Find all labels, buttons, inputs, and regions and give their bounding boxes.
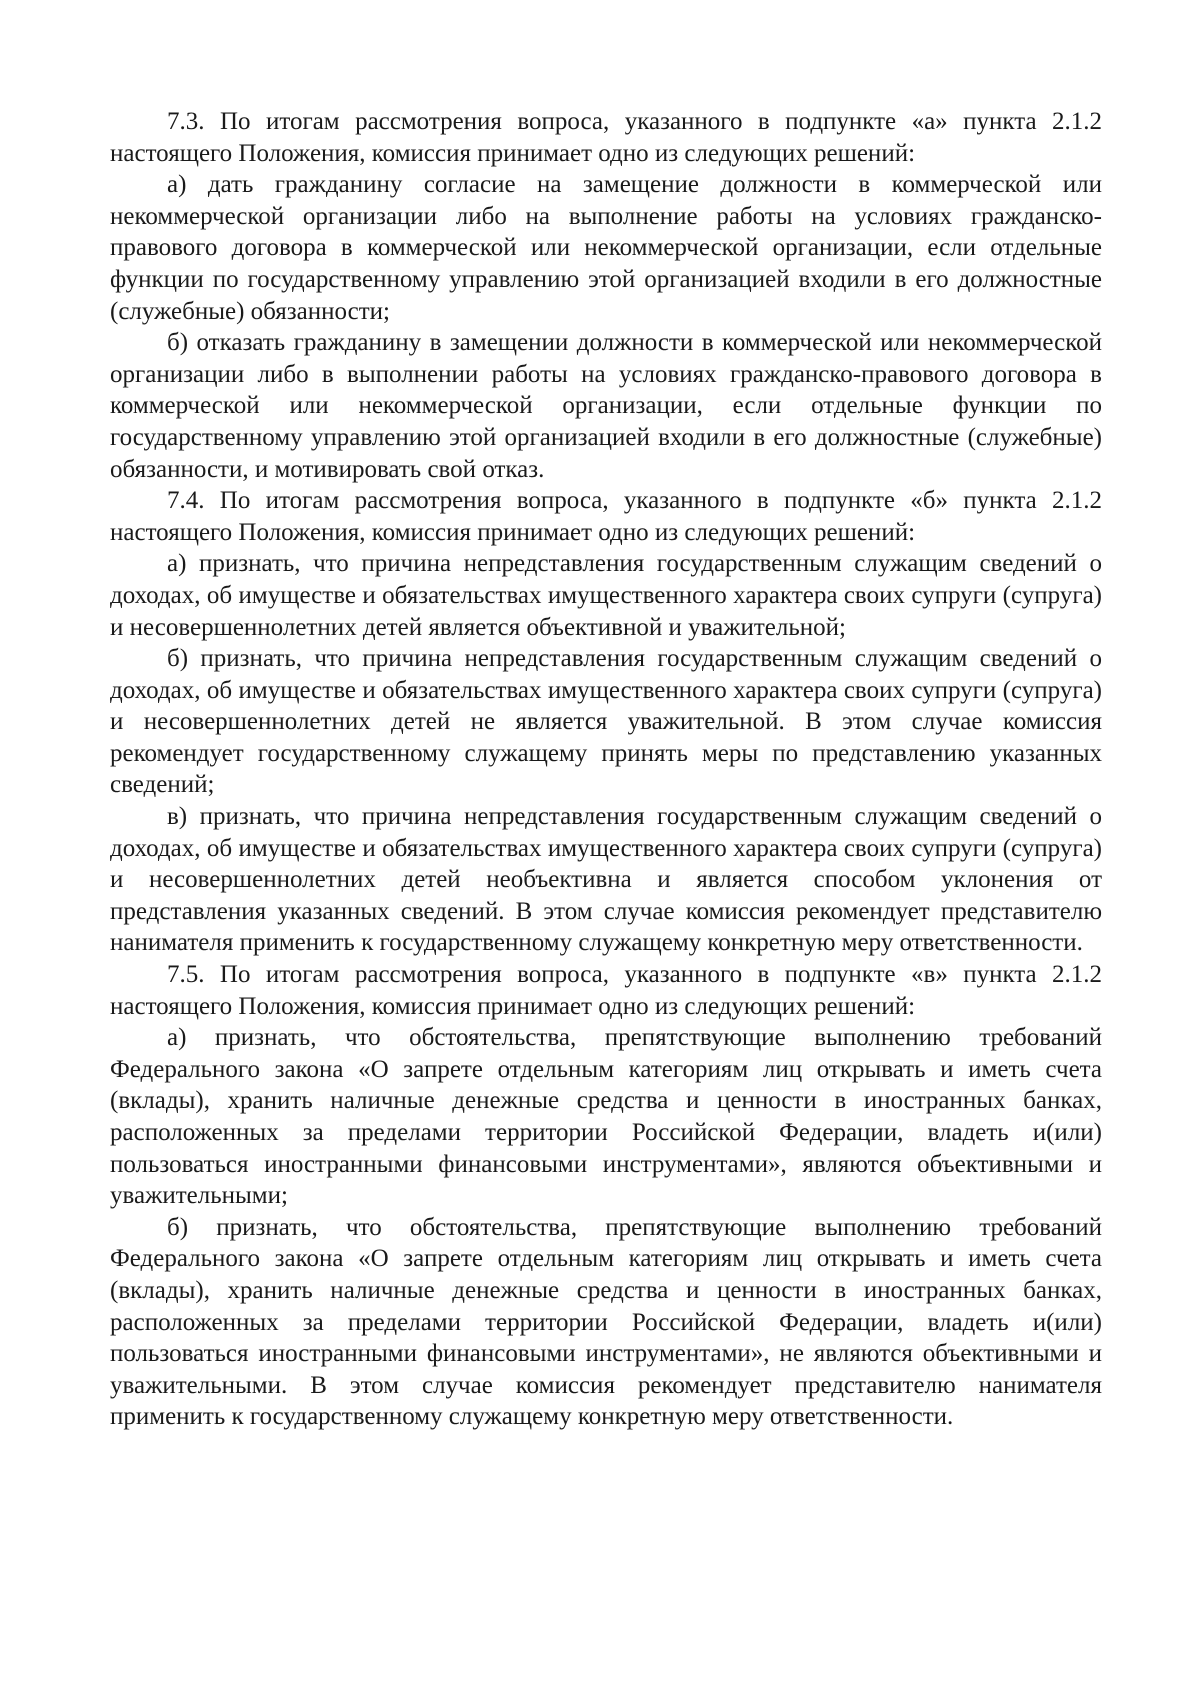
paragraph-7-3-a: а) дать гражданину согласие на замещение должности в коммерческой или некоммерческой организации либо на выполнение работы на условиях гражданско-правового договора в коммерческой или некоммерческой организации, если отдельные функции по государственному управлению этой организацией входили в его должностные (служебные) обязанности; <box>110 171 1102 325</box>
paragraph-7-3-heading: 7.3. По итогам рассмотрения вопроса, указанного в подпункте «а» пункта 2.1.2 настоящего Положения, комиссия принимает одно из следующих решений: <box>110 108 1102 167</box>
paragraph-7-4-a: а) признать, что причина непредставления государственным служащим сведений о доходах, об имуществе и обязательствах имущественного характера своих супруги (супруга) и несовершеннолетних детей является объективной и уважительной; <box>110 550 1102 641</box>
paragraph-7-5-b: б) признать, что обстоятельства, препятствующие выполнению требований Федерального закона «О запрете отдельным категориям лиц открывать и иметь счета (вклады), хранить наличные денежные средства и ценности в иностранных банках, расположенных за пределами территории Российской Федерации, владеть и(или) пользоваться иностранными финансовыми инструментами», не являются объективными и уважительными. В этом случае комиссия рекомендует представителю нанимателя применить к государственному служащему конкретную меру ответственности. <box>110 1213 1102 1431</box>
paragraph-7-5-heading: 7.5. По итогам рассмотрения вопроса, указанного в подпункте «в» пункта 2.1.2 настоящего Положения, комиссия принимает одно из следующих решений: <box>110 961 1102 1020</box>
paragraph-7-5-a: а) признать, что обстоятельства, препятствующие выполнению требований Федерального закона «О запрете отдельным категориям лиц открывать и иметь счета (вклады), хранить наличные денежные средства и ценности в иностранных банках, расположенных за пределами территории Российской Федерации, владеть и(или) пользоваться иностранными финансовыми инструментами», являются объективными и уважительными; <box>110 1024 1102 1210</box>
paragraph-7-3-b: б) отказать гражданину в замещении должности в коммерческой или некоммерческой организации либо в выполнении работы на условиях гражданско-правового договора в коммерческой или некоммерческой организации, если отдельные функции по государственному управлению этой организацией входили в его должностные (служебные) обязанности, и мотивировать свой отказ. <box>110 329 1102 483</box>
paragraph-7-4-heading: 7.4. По итогам рассмотрения вопроса, указанного в подпункте «б» пункта 2.1.2 настоящего Положения, комиссия принимает одно из следующих решений: <box>110 487 1102 546</box>
document-body <box>110 106 1102 1433</box>
paragraph-7-4-b: б) признать, что причина непредставления государственным служащим сведений о доходах, об имуществе и обязательствах имущественного характера своих супруги (супруга) и несовершеннолетних детей не является уважительной. В этом случае комиссия рекомендует государственному служащему принять меры по представлению указанных сведений; <box>110 645 1102 799</box>
paragraph-7-4-v: в) признать, что причина непредставления государственным служащим сведений о доходах, об имуществе и обязательствах имущественного характера своих супруги (супруга) и несовершеннолетних детей необъективна и является способом уклонения от представления указанных сведений. В этом случае комиссия рекомендует представителю нанимателя применить к государственному служащему конкретную меру ответственности. <box>110 803 1102 957</box>
